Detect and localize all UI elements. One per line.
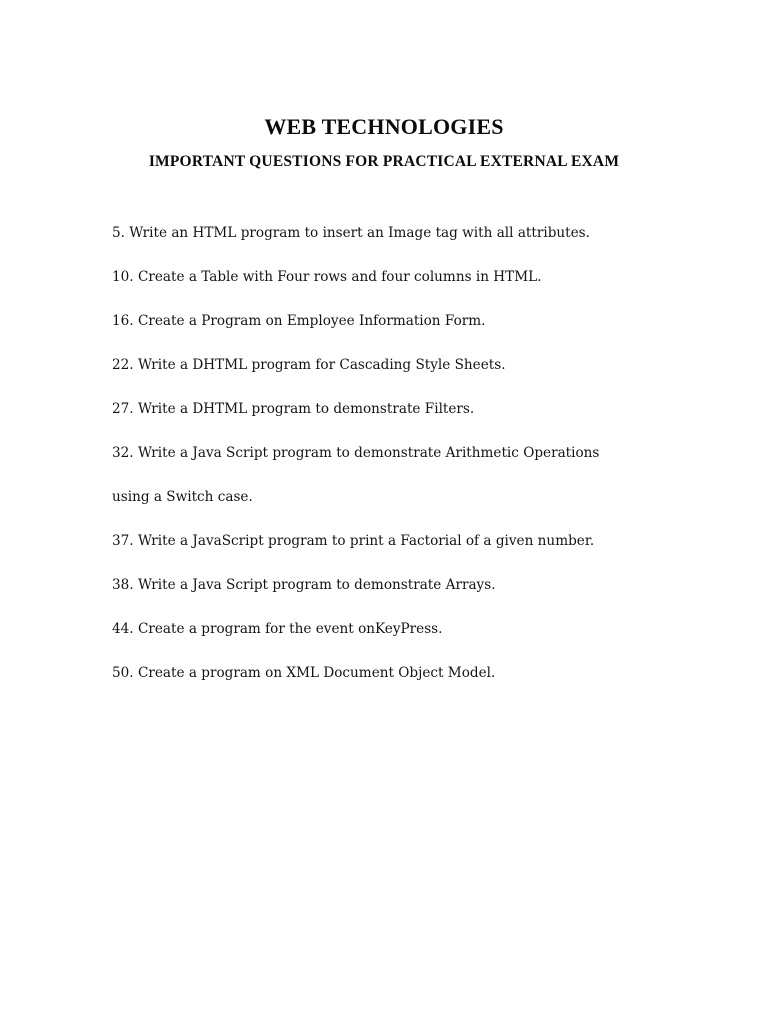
spacer — [112, 552, 712, 574]
question-item-32-continuation: using a Switch case. — [112, 489, 253, 505]
spacer — [112, 244, 712, 266]
question-item-10: 10. Create a Table with Four rows and four columns in HTML. — [112, 269, 542, 285]
spacer — [112, 508, 712, 530]
spacer — [112, 332, 712, 354]
document-title: WEB TECHNOLOGIES — [264, 114, 504, 139]
spacer — [112, 420, 712, 442]
spacer — [112, 596, 712, 618]
question-item-27: 27. Write a DHTML program to demonstrate Filters. — [112, 401, 475, 417]
question-list — [112, 222, 712, 684]
question-item-16: 16. Create a Program on Employee Information Form. — [112, 313, 486, 329]
question-item-44: 44. Create a program for the event onKeyPress. — [112, 621, 443, 637]
document-subtitle: IMPORTANT QUESTIONS FOR PRACTICAL EXTERNAL EXAM — [148, 153, 620, 170]
question-item-32: 32. Write a Java Script program to demonstrate Arithmetic Operations — [112, 445, 600, 461]
question-item-38: 38. Write a Java Script program to demonstrate Arrays. — [112, 577, 496, 593]
spacer — [112, 288, 712, 310]
spacer — [112, 640, 712, 662]
question-item-5: 5. Write an HTML program to insert an Image tag with all attributes. — [112, 225, 590, 241]
spacer — [112, 376, 712, 398]
question-item-37: 37. Write a JavaScript program to print a Factorial of a given number. — [112, 533, 595, 549]
spacer — [112, 464, 712, 486]
question-item-50: 50. Create a program on XML Document Object Model. — [112, 665, 496, 681]
question-item-22: 22. Write a DHTML program for Cascading Style Sheets. — [112, 357, 506, 373]
